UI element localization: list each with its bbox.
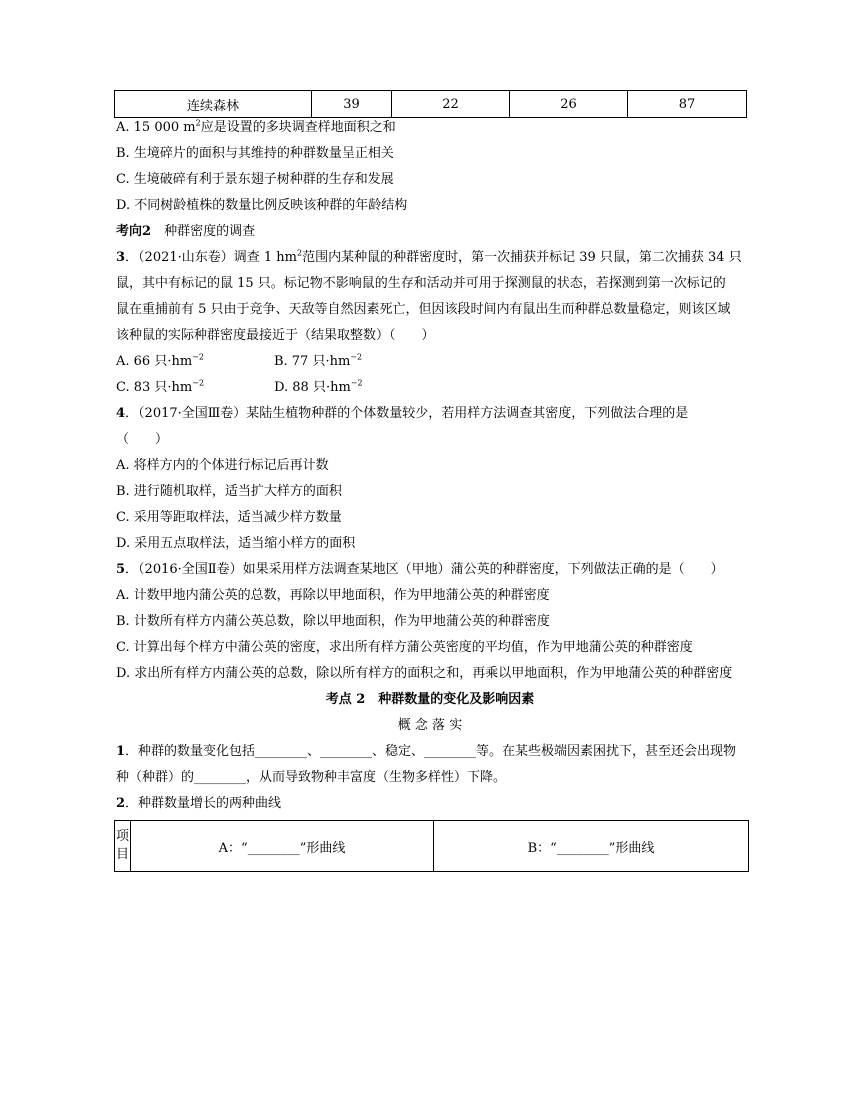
section-heading: 考点 2 种群数量的变化及影响因素 bbox=[325, 692, 535, 707]
concept-1-line-2: 种（种群）的________，从而导致物种丰富度（生物多样性）下降。 bbox=[116, 770, 507, 785]
table-cell-value: 26 bbox=[510, 91, 628, 118]
table-cell-value: 39 bbox=[312, 91, 392, 118]
table-cell-category: 连续森林 bbox=[115, 91, 312, 118]
option-a: A. 15 000 $m^2$应是设置的多块调查样地面积之和 bbox=[116, 118, 396, 135]
question-4-option-c: C. 采用等距取样法，适当减少样方数量 bbox=[116, 510, 342, 525]
forest-data-table bbox=[114, 90, 747, 118]
option-d: D. 不同树龄植株的数量比例反映该种群的年龄结构 bbox=[116, 198, 408, 213]
table-cell-value: 87 bbox=[628, 91, 747, 118]
question-4-stem: 4．（2017·全国Ⅲ卷）某陆生植物种群的个体数量较少，若用样方法调查其密度，下列做法合理的是 bbox=[116, 406, 689, 421]
table-cell-value: 22 bbox=[392, 91, 510, 118]
table-cell-curve-a: A：“________”形曲线 bbox=[131, 821, 434, 872]
question-5-stem: 5．（2016·全国Ⅱ卷）如果采用样方法调查某地区（甲地）蒲公英的种群密度，下列做法正确的是（ ） bbox=[116, 562, 724, 577]
question-3-options-row-1: A. 66 只$\cdot hm^{-2}$ B. 77 只$\cdot hm^{-2}$ bbox=[116, 352, 363, 369]
concept-2-heading: 2．种群数量增长的两种曲线 bbox=[116, 796, 282, 811]
concept-1-line-1: 1．种群的数量变化包括________、________、稳定、________等。在某些极端因素困扰下，甚至还会出现物 bbox=[116, 744, 737, 759]
question-4-paren: （ ） bbox=[116, 432, 169, 447]
direction-2-heading: 考向2 种群密度的调查 bbox=[116, 224, 256, 239]
question-3-line-1: 3．（2021·山东卷）调查 1 $hm^2$范围内某种鼠的种群密度时，第一次捕获并标记 39 只鼠，第二次捕获 34 只 bbox=[116, 248, 742, 265]
question-3-options-row-2: C. 83 只$\cdot hm^{-2}$ D. 88 只$\cdot hm^{-2}$ bbox=[116, 378, 363, 395]
question-4-option-b: B. 进行随机取样，适当扩大样方的面积 bbox=[116, 484, 342, 499]
question-3-line-2: 鼠，其中有标记的鼠 15 只。标记物不影响鼠的生存和活动并可用于探测鼠的状态，若探测到第一次标记的 bbox=[116, 276, 726, 291]
question-3-line-4: 该种鼠的实际种群密度最接近于（结果取整数）（ ） bbox=[116, 328, 435, 343]
question-5-option-c: C. 计算出每个样方中蒲公英的密度，求出所有样方蒲公英密度的平均值，作为甲地蒲公英的种群密度 bbox=[116, 640, 693, 655]
table-header-cell: 项目 bbox=[115, 821, 131, 872]
option-b: B. 生境碎片的面积与其维持的种群数量呈正相关 bbox=[116, 146, 394, 161]
question-5-option-b: B. 计数所有样方内蒲公英总数，除以甲地面积，作为甲地蒲公英的种群密度 bbox=[116, 614, 550, 629]
table-row bbox=[115, 91, 747, 118]
table-row bbox=[115, 821, 749, 872]
table-cell-curve-b: B：“________”形曲线 bbox=[434, 821, 749, 872]
question-5-option-d: D. 求出所有样方内蒲公英的总数，除以所有样方的面积之和，再乘以甲地面积，作为甲地蒲公英的种群密度 bbox=[116, 666, 733, 681]
question-4-option-d: D. 采用五点取样法，适当缩小样方的面积 bbox=[116, 536, 356, 551]
question-5-option-a: A. 计数甲地内蒲公英的总数，再除以甲地面积，作为甲地蒲公英的种群密度 bbox=[116, 588, 550, 603]
concept-subheading: 概 念 落 实 bbox=[397, 718, 463, 733]
option-c: C. 生境破碎有利于景东翅子树种群的生存和发展 bbox=[116, 172, 394, 187]
growth-curve-table bbox=[114, 820, 749, 872]
question-4-option-a: A. 将样方内的个体进行标记后再计数 bbox=[116, 458, 329, 473]
question-3-line-3: 鼠在重捕前有 5 只由于竞争、天敌等自然因素死亡，但因该段时间内有鼠出生而种群总数量稳定，则该区域 bbox=[116, 302, 731, 317]
